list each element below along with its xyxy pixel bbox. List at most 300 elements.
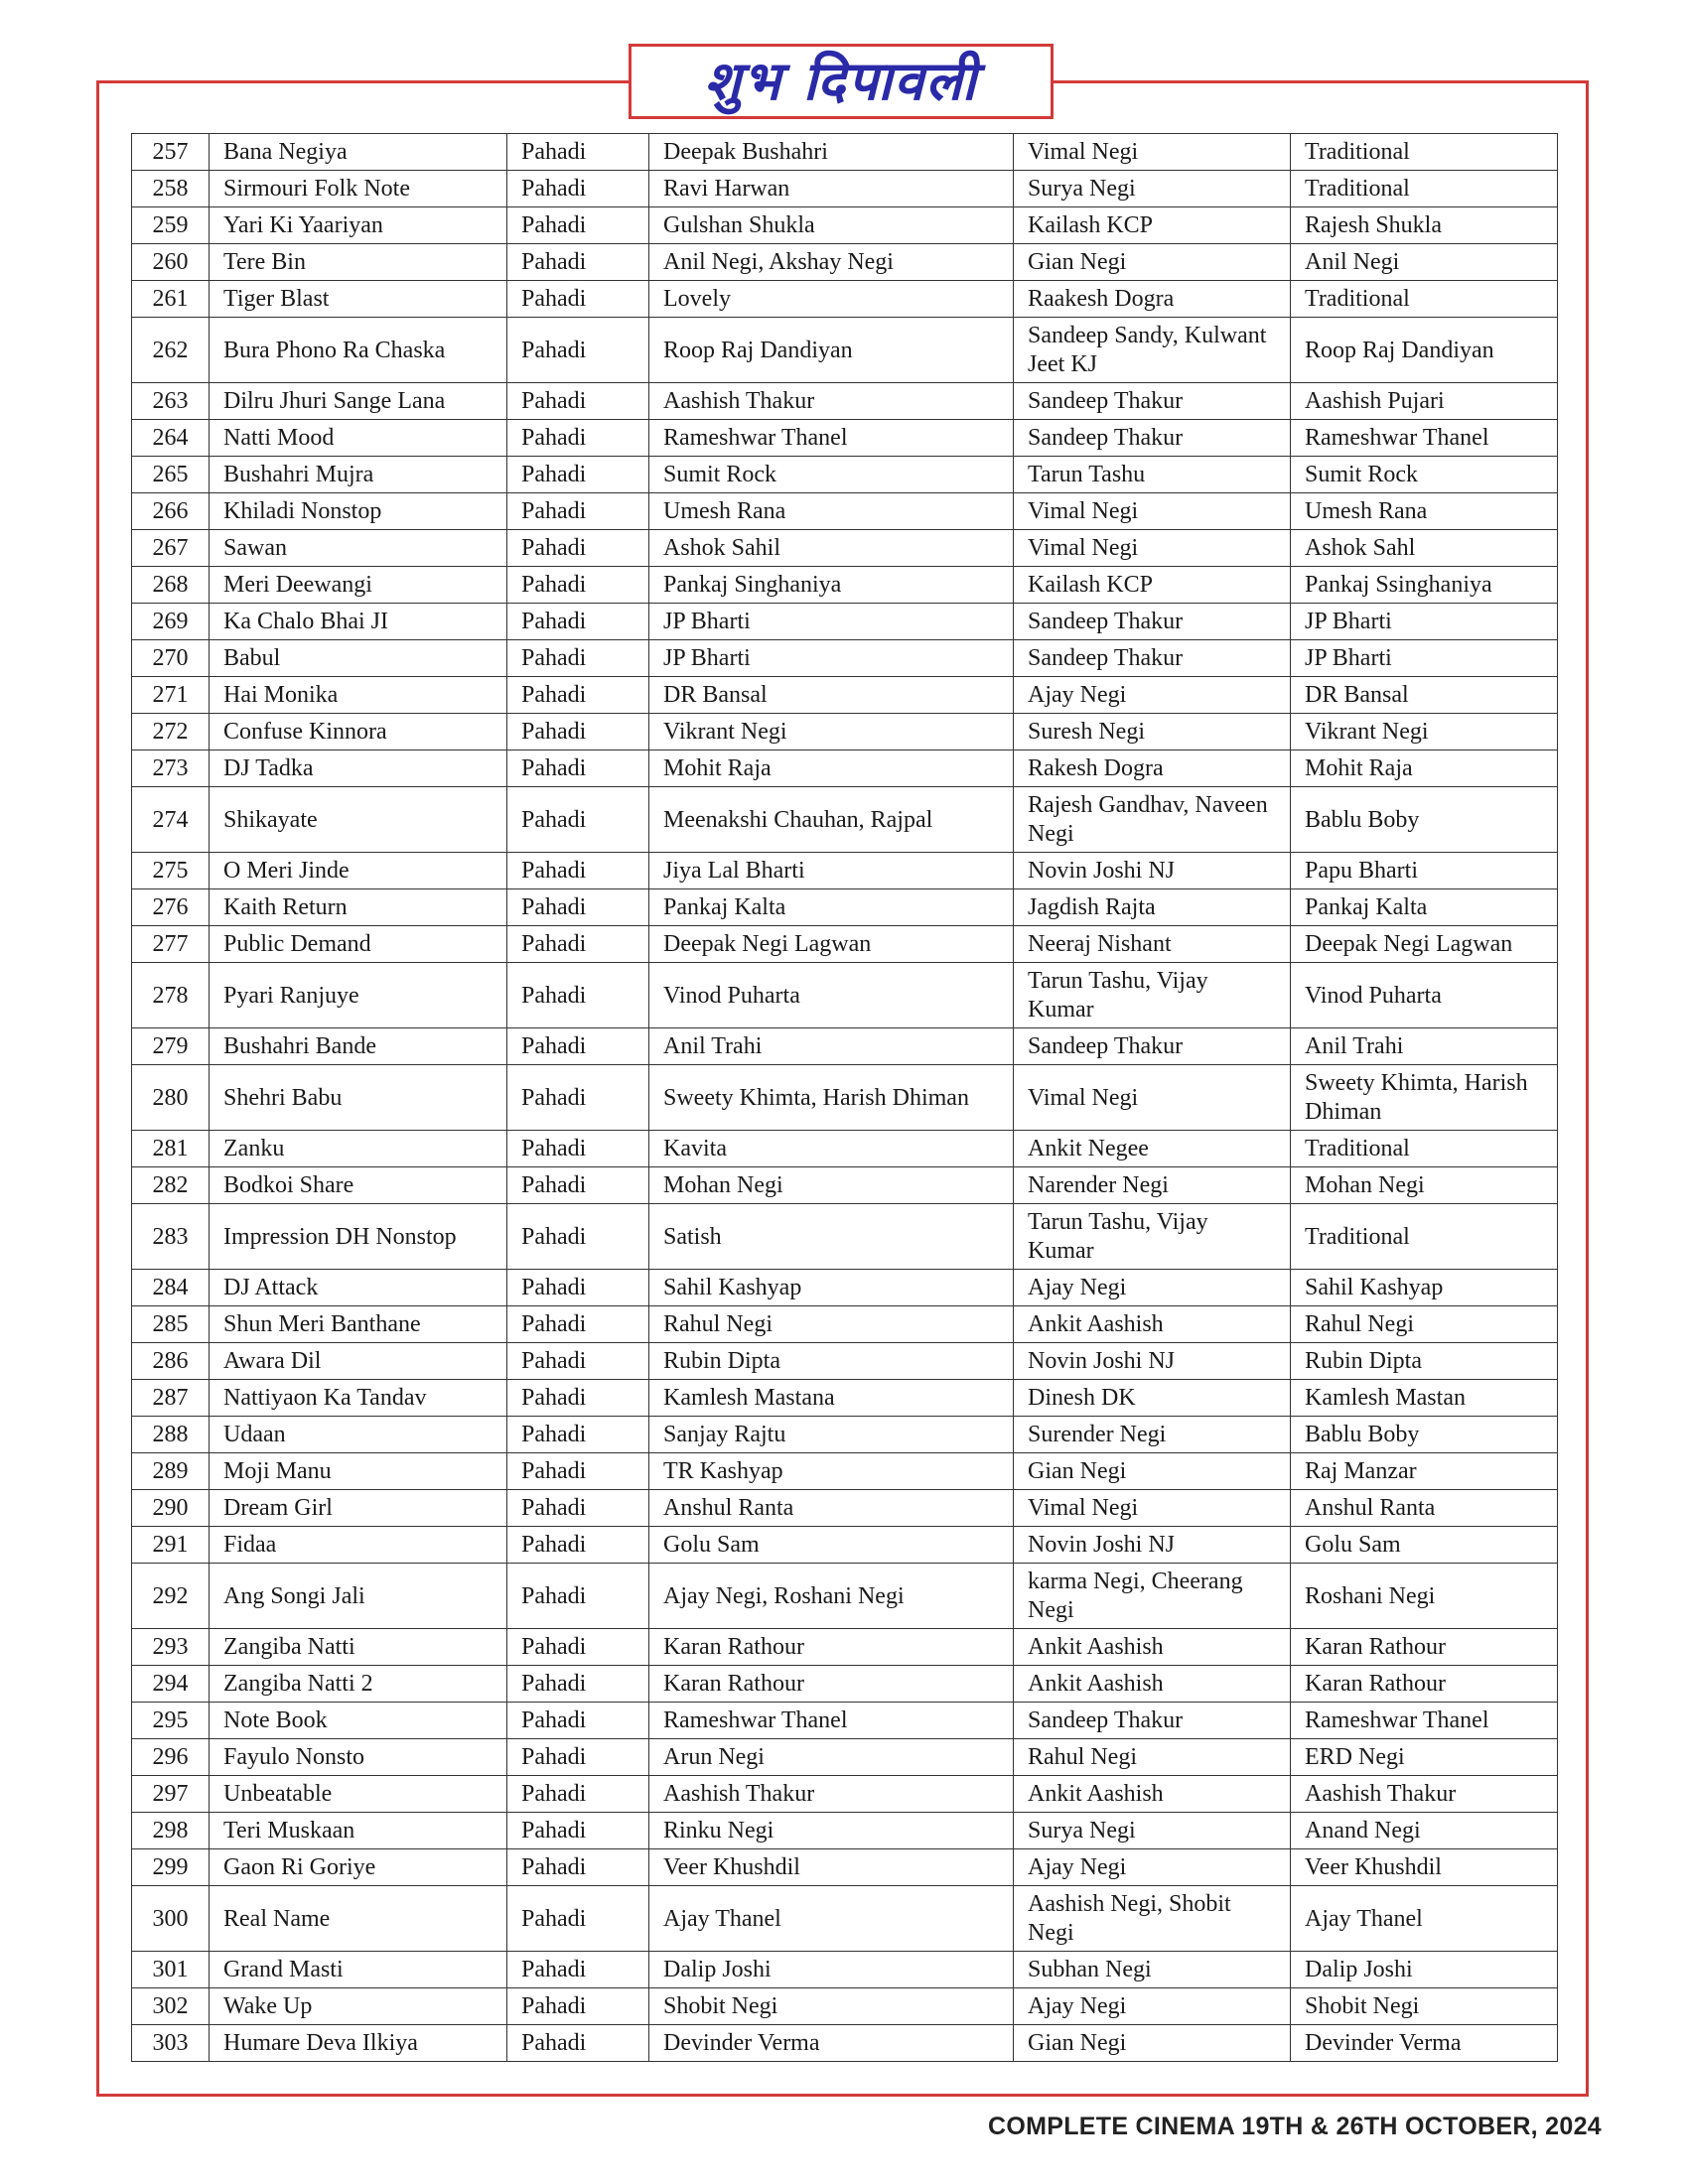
language-cell: Pahadi	[507, 383, 649, 420]
row-number-cell: 297	[132, 1776, 210, 1813]
language-cell: Pahadi	[507, 1131, 649, 1167]
singer-cell: Anil Trahi	[649, 1028, 1014, 1065]
music-cell: Neeraj Nishant	[1014, 926, 1291, 963]
singer-cell: Deepak Negi Lagwan	[649, 926, 1014, 963]
language-cell: Pahadi	[507, 134, 649, 171]
singer-cell: Rameshwar Thanel	[649, 1703, 1014, 1739]
table-row	[132, 457, 1558, 493]
language-cell: Pahadi	[507, 1629, 649, 1666]
row-number-cell: 268	[132, 567, 210, 604]
singer-cell: Ashok Sahil	[649, 530, 1014, 567]
music-cell: Sandeep Thakur	[1014, 420, 1291, 457]
music-cell: Vimal Negi	[1014, 134, 1291, 171]
row-number-cell: 294	[132, 1666, 210, 1703]
singer-cell: Ajay Thanel	[649, 1886, 1014, 1952]
song-title-cell: Moji Manu	[210, 1453, 507, 1490]
table-row	[132, 567, 1558, 604]
row-number-cell: 276	[132, 889, 210, 926]
language-cell: Pahadi	[507, 889, 649, 926]
lyrics-cell: Rameshwar Thanel	[1291, 420, 1558, 457]
row-number-cell: 303	[132, 2025, 210, 2062]
music-cell: Tarun Tashu	[1014, 457, 1291, 493]
row-number-cell: 296	[132, 1739, 210, 1776]
language-cell: Pahadi	[507, 1380, 649, 1417]
lyrics-cell: Vinod Puharta	[1291, 963, 1558, 1028]
singer-cell: Sahil Kashyap	[649, 1270, 1014, 1306]
table-row	[132, 853, 1558, 889]
language-cell: Pahadi	[507, 1167, 649, 1204]
table-row	[132, 171, 1558, 207]
singer-cell: Veer Khushdil	[649, 1849, 1014, 1886]
music-cell: Ajay Negi	[1014, 677, 1291, 714]
song-title-cell: Nattiyaon Ka Tandav	[210, 1380, 507, 1417]
row-number-cell: 286	[132, 1343, 210, 1380]
lyrics-cell: Bablu Boby	[1291, 1417, 1558, 1453]
lyrics-cell: Ashok Sahl	[1291, 530, 1558, 567]
table-row	[132, 1739, 1558, 1776]
row-number-cell: 264	[132, 420, 210, 457]
row-number-cell: 293	[132, 1629, 210, 1666]
lyrics-cell: Rubin Dipta	[1291, 1343, 1558, 1380]
table-row	[132, 383, 1558, 420]
song-title-cell: Impression DH Nonstop	[210, 1204, 507, 1270]
singer-cell: Gulshan Shukla	[649, 207, 1014, 244]
song-title-cell: Shikayate	[210, 787, 507, 853]
table-row	[132, 604, 1558, 640]
table-row	[132, 420, 1558, 457]
song-title-cell: Real Name	[210, 1886, 507, 1952]
lyrics-cell: Anil Trahi	[1291, 1028, 1558, 1065]
lyrics-cell: Sahil Kashyap	[1291, 1270, 1558, 1306]
row-number-cell: 280	[132, 1065, 210, 1131]
music-cell: Gian Negi	[1014, 244, 1291, 281]
music-cell: Rakesh Dogra	[1014, 751, 1291, 787]
language-cell: Pahadi	[507, 1952, 649, 1988]
singer-cell: Shobit Negi	[649, 1988, 1014, 2025]
row-number-cell: 271	[132, 677, 210, 714]
song-title-cell: Zanku	[210, 1131, 507, 1167]
language-cell: Pahadi	[507, 714, 649, 751]
row-number-cell: 267	[132, 530, 210, 567]
table-row	[132, 926, 1558, 963]
song-title-cell: Awara Dil	[210, 1343, 507, 1380]
music-cell: Novin Joshi NJ	[1014, 853, 1291, 889]
music-cell: Tarun Tashu, Vijay Kumar	[1014, 1204, 1291, 1270]
row-number-cell: 262	[132, 318, 210, 383]
singer-cell: Rahul Negi	[649, 1306, 1014, 1343]
music-cell: karma Negi, Cheerang Negi	[1014, 1564, 1291, 1629]
singer-cell: Aashish Thakur	[649, 383, 1014, 420]
table-row	[132, 1306, 1558, 1343]
song-title-cell: Sirmouri Folk Note	[210, 171, 507, 207]
row-number-cell: 287	[132, 1380, 210, 1417]
song-title-cell: Wake Up	[210, 1988, 507, 2025]
song-title-cell: Tiger Blast	[210, 281, 507, 318]
song-title-cell: Bura Phono Ra Chaska	[210, 318, 507, 383]
music-cell: Surya Negi	[1014, 171, 1291, 207]
song-title-cell: Public Demand	[210, 926, 507, 963]
language-cell: Pahadi	[507, 853, 649, 889]
table-row	[132, 1564, 1558, 1629]
language-cell: Pahadi	[507, 530, 649, 567]
lyrics-cell: Deepak Negi Lagwan	[1291, 926, 1558, 963]
row-number-cell: 283	[132, 1204, 210, 1270]
row-number-cell: 266	[132, 493, 210, 530]
singer-cell: DR Bansal	[649, 677, 1014, 714]
row-number-cell: 281	[132, 1131, 210, 1167]
singer-cell: Rubin Dipta	[649, 1343, 1014, 1380]
lyrics-cell: Traditional	[1291, 1204, 1558, 1270]
song-title-cell: O Meri Jinde	[210, 853, 507, 889]
row-number-cell: 259	[132, 207, 210, 244]
song-title-cell: Tere Bin	[210, 244, 507, 281]
lyrics-cell: Bablu Boby	[1291, 787, 1558, 853]
table-row	[132, 1849, 1558, 1886]
lyrics-cell: Rahul Negi	[1291, 1306, 1558, 1343]
row-number-cell: 279	[132, 1028, 210, 1065]
row-number-cell: 263	[132, 383, 210, 420]
lyrics-cell: Pankaj Ssinghaniya	[1291, 567, 1558, 604]
table-row	[132, 1131, 1558, 1167]
singer-cell: Meenakshi Chauhan, Rajpal	[649, 787, 1014, 853]
language-cell: Pahadi	[507, 281, 649, 318]
language-cell: Pahadi	[507, 1988, 649, 2025]
song-title-cell: DJ Attack	[210, 1270, 507, 1306]
language-cell: Pahadi	[507, 1306, 649, 1343]
table-row	[132, 1776, 1558, 1813]
music-cell: Suresh Negi	[1014, 714, 1291, 751]
lyrics-cell: Rameshwar Thanel	[1291, 1703, 1558, 1739]
song-title-cell: Dream Girl	[210, 1490, 507, 1527]
table-row	[132, 1028, 1558, 1065]
song-title-cell: Bana Negiya	[210, 134, 507, 171]
row-number-cell: 272	[132, 714, 210, 751]
table-row	[132, 1666, 1558, 1703]
language-cell: Pahadi	[507, 1739, 649, 1776]
language-cell: Pahadi	[507, 567, 649, 604]
music-cell: Kailash KCP	[1014, 207, 1291, 244]
lyrics-cell: Traditional	[1291, 134, 1558, 171]
row-number-cell: 258	[132, 171, 210, 207]
music-cell: Raakesh Dogra	[1014, 281, 1291, 318]
music-cell: Gian Negi	[1014, 1453, 1291, 1490]
lyrics-cell: Vikrant Negi	[1291, 714, 1558, 751]
row-number-cell: 265	[132, 457, 210, 493]
table-row	[132, 1813, 1558, 1849]
singer-cell: Sanjay Rajtu	[649, 1417, 1014, 1453]
table-row	[132, 1629, 1558, 1666]
language-cell: Pahadi	[507, 1065, 649, 1131]
song-title-cell: Note Book	[210, 1703, 507, 1739]
lyrics-cell: Traditional	[1291, 171, 1558, 207]
music-cell: Vimal Negi	[1014, 1065, 1291, 1131]
music-cell: Sandeep Sandy, Kulwant Jeet KJ	[1014, 318, 1291, 383]
singer-cell: JP Bharti	[649, 604, 1014, 640]
table-row	[132, 677, 1558, 714]
music-cell: Ankit Aashish	[1014, 1629, 1291, 1666]
song-table	[131, 133, 1558, 2062]
row-number-cell: 270	[132, 640, 210, 677]
row-number-cell: 299	[132, 1849, 210, 1886]
singer-cell: Deepak Bushahri	[649, 134, 1014, 171]
language-cell: Pahadi	[507, 171, 649, 207]
table-row	[132, 530, 1558, 567]
language-cell: Pahadi	[507, 1490, 649, 1527]
music-cell: Vimal Negi	[1014, 530, 1291, 567]
row-number-cell: 282	[132, 1167, 210, 1204]
music-cell: Narender Negi	[1014, 1167, 1291, 1204]
singer-cell: Pankaj Kalta	[649, 889, 1014, 926]
lyrics-cell: Veer Khushdil	[1291, 1849, 1558, 1886]
lyrics-cell: Kamlesh Mastan	[1291, 1380, 1558, 1417]
lyrics-cell: Ajay Thanel	[1291, 1886, 1558, 1952]
header-banner	[629, 44, 1054, 119]
singer-cell: Jiya Lal Bharti	[649, 853, 1014, 889]
music-cell: Novin Joshi NJ	[1014, 1343, 1291, 1380]
language-cell: Pahadi	[507, 1886, 649, 1952]
singer-cell: Devinder Verma	[649, 2025, 1014, 2062]
row-number-cell: 291	[132, 1527, 210, 1564]
singer-cell: Roop Raj Dandiyan	[649, 318, 1014, 383]
song-title-cell: Gaon Ri Goriye	[210, 1849, 507, 1886]
singer-cell: Vikrant Negi	[649, 714, 1014, 751]
singer-cell: Satish	[649, 1204, 1014, 1270]
singer-cell: Mohan Negi	[649, 1167, 1014, 1204]
song-title-cell: Fidaa	[210, 1527, 507, 1564]
music-cell: Vimal Negi	[1014, 1490, 1291, 1527]
language-cell: Pahadi	[507, 1417, 649, 1453]
music-cell: Ankit Aashish	[1014, 1776, 1291, 1813]
song-title-cell: Udaan	[210, 1417, 507, 1453]
song-title-cell: Yari Ki Yaariyan	[210, 207, 507, 244]
lyrics-cell: Pankaj Kalta	[1291, 889, 1558, 926]
row-number-cell: 269	[132, 604, 210, 640]
music-cell: Gian Negi	[1014, 2025, 1291, 2062]
language-cell: Pahadi	[507, 1776, 649, 1813]
table-body	[132, 134, 1558, 2062]
language-cell: Pahadi	[507, 1703, 649, 1739]
singer-cell: Aashish Thakur	[649, 1776, 1014, 1813]
singer-cell: JP Bharti	[649, 640, 1014, 677]
language-cell: Pahadi	[507, 1028, 649, 1065]
singer-cell: Vinod Puharta	[649, 963, 1014, 1028]
music-cell: Dinesh DK	[1014, 1380, 1291, 1417]
table-row	[132, 1343, 1558, 1380]
row-number-cell: 273	[132, 751, 210, 787]
lyrics-cell: JP Bharti	[1291, 604, 1558, 640]
row-number-cell: 295	[132, 1703, 210, 1739]
song-title-cell: Bodkoi Share	[210, 1167, 507, 1204]
lyrics-cell: Dalip Joshi	[1291, 1952, 1558, 1988]
song-title-cell: Zangiba Natti 2	[210, 1666, 507, 1703]
table-row	[132, 1167, 1558, 1204]
lyrics-cell: Umesh Rana	[1291, 493, 1558, 530]
table-row	[132, 889, 1558, 926]
singer-cell: Anshul Ranta	[649, 1490, 1014, 1527]
singer-cell: Umesh Rana	[649, 493, 1014, 530]
song-title-cell: Bushahri Bande	[210, 1028, 507, 1065]
table-row	[132, 714, 1558, 751]
row-number-cell: 298	[132, 1813, 210, 1849]
lyrics-cell: Roop Raj Dandiyan	[1291, 318, 1558, 383]
music-cell: Sandeep Thakur	[1014, 1703, 1291, 1739]
song-title-cell: Shehri Babu	[210, 1065, 507, 1131]
song-title-cell: Bushahri Mujra	[210, 457, 507, 493]
singer-cell: Golu Sam	[649, 1527, 1014, 1564]
row-number-cell: 301	[132, 1952, 210, 1988]
music-cell: Ankit Aashish	[1014, 1666, 1291, 1703]
lyrics-cell: ERD Negi	[1291, 1739, 1558, 1776]
language-cell: Pahadi	[507, 1564, 649, 1629]
language-cell: Pahadi	[507, 244, 649, 281]
table-row	[132, 281, 1558, 318]
table-row	[132, 244, 1558, 281]
table-row	[132, 134, 1558, 171]
language-cell: Pahadi	[507, 1666, 649, 1703]
row-number-cell: 288	[132, 1417, 210, 1453]
song-title-cell: Sawan	[210, 530, 507, 567]
lyrics-cell: Karan Rathour	[1291, 1629, 1558, 1666]
row-number-cell: 289	[132, 1453, 210, 1490]
table-row	[132, 1952, 1558, 1988]
song-title-cell: Unbeatable	[210, 1776, 507, 1813]
song-title-cell: Kaith Return	[210, 889, 507, 926]
language-cell: Pahadi	[507, 457, 649, 493]
footer-text: COMPLETE CINEMA 19TH & 26TH OCTOBER, 2024	[988, 2113, 1602, 2140]
song-title-cell: Confuse Kinnora	[210, 714, 507, 751]
lyrics-cell: Mohit Raja	[1291, 751, 1558, 787]
song-title-cell: Meri Deewangi	[210, 567, 507, 604]
singer-cell: Dalip Joshi	[649, 1952, 1014, 1988]
song-title-cell: Natti Mood	[210, 420, 507, 457]
language-cell: Pahadi	[507, 493, 649, 530]
lyrics-cell: Golu Sam	[1291, 1527, 1558, 1564]
music-cell: Kailash KCP	[1014, 567, 1291, 604]
singer-cell: Arun Negi	[649, 1739, 1014, 1776]
lyrics-cell: Traditional	[1291, 1131, 1558, 1167]
row-number-cell: 260	[132, 244, 210, 281]
lyrics-cell: JP Bharti	[1291, 640, 1558, 677]
music-cell: Surender Negi	[1014, 1417, 1291, 1453]
language-cell: Pahadi	[507, 1527, 649, 1564]
singer-cell: Ravi Harwan	[649, 171, 1014, 207]
music-cell: Ajay Negi	[1014, 1270, 1291, 1306]
song-title-cell: DJ Tadka	[210, 751, 507, 787]
song-title-cell: Babul	[210, 640, 507, 677]
song-title-cell: Grand Masti	[210, 1952, 507, 1988]
table-row	[132, 1417, 1558, 1453]
singer-cell: Sumit Rock	[649, 457, 1014, 493]
lyrics-cell: Shobit Negi	[1291, 1988, 1558, 2025]
table-row	[132, 1270, 1558, 1306]
lyrics-cell: Raj Manzar	[1291, 1453, 1558, 1490]
row-number-cell: 257	[132, 134, 210, 171]
row-number-cell: 277	[132, 926, 210, 963]
music-cell: Ajay Negi	[1014, 1988, 1291, 2025]
music-cell: Rahul Negi	[1014, 1739, 1291, 1776]
language-cell: Pahadi	[507, 318, 649, 383]
table-row	[132, 1380, 1558, 1417]
table-row	[132, 318, 1558, 383]
singer-cell: Pankaj Singhaniya	[649, 567, 1014, 604]
singer-cell: Sweety Khimta, Harish Dhiman	[649, 1065, 1014, 1131]
row-number-cell: 300	[132, 1886, 210, 1952]
language-cell: Pahadi	[507, 1849, 649, 1886]
table-row	[132, 1886, 1558, 1952]
music-cell: Rajesh Gandhav, Naveen Negi	[1014, 787, 1291, 853]
singer-cell: Mohit Raja	[649, 751, 1014, 787]
row-number-cell: 290	[132, 1490, 210, 1527]
language-cell: Pahadi	[507, 1343, 649, 1380]
song-title-cell: Khiladi Nonstop	[210, 493, 507, 530]
lyrics-cell: Aashish Pujari	[1291, 383, 1558, 420]
singer-cell: Karan Rathour	[649, 1629, 1014, 1666]
language-cell: Pahadi	[507, 677, 649, 714]
page-title: शुभ दिपावली	[704, 50, 978, 112]
language-cell: Pahadi	[507, 963, 649, 1028]
singer-cell: Karan Rathour	[649, 1666, 1014, 1703]
song-title-cell: Ka Chalo Bhai JI	[210, 604, 507, 640]
lyrics-cell: Karan Rathour	[1291, 1666, 1558, 1703]
music-cell: Jagdish Rajta	[1014, 889, 1291, 926]
song-title-cell: Shun Meri Banthane	[210, 1306, 507, 1343]
lyrics-cell: Rajesh Shukla	[1291, 207, 1558, 244]
language-cell: Pahadi	[507, 751, 649, 787]
table-row	[132, 1703, 1558, 1739]
lyrics-cell: Anshul Ranta	[1291, 1490, 1558, 1527]
lyrics-cell: Mohan Negi	[1291, 1167, 1558, 1204]
table-row	[132, 1065, 1558, 1131]
music-cell: Sandeep Thakur	[1014, 383, 1291, 420]
music-cell: Vimal Negi	[1014, 493, 1291, 530]
row-number-cell: 261	[132, 281, 210, 318]
singer-cell: Kavita	[649, 1131, 1014, 1167]
music-cell: Sandeep Thakur	[1014, 640, 1291, 677]
table-row	[132, 1490, 1558, 1527]
table-row	[132, 1527, 1558, 1564]
music-cell: Ajay Negi	[1014, 1849, 1291, 1886]
row-number-cell: 302	[132, 1988, 210, 2025]
language-cell: Pahadi	[507, 1813, 649, 1849]
row-number-cell: 274	[132, 787, 210, 853]
song-title-cell: Fayulo Nonsto	[210, 1739, 507, 1776]
language-cell: Pahadi	[507, 604, 649, 640]
table-row	[132, 207, 1558, 244]
song-title-cell: Humare Deva Ilkiya	[210, 2025, 507, 2062]
music-cell: Sandeep Thakur	[1014, 1028, 1291, 1065]
lyrics-cell: Aashish Thakur	[1291, 1776, 1558, 1813]
language-cell: Pahadi	[507, 1453, 649, 1490]
language-cell: Pahadi	[507, 2025, 649, 2062]
song-title-cell: Pyari Ranjuye	[210, 963, 507, 1028]
song-title-cell: Zangiba Natti	[210, 1629, 507, 1666]
singer-cell: Rameshwar Thanel	[649, 420, 1014, 457]
lyrics-cell: Sweety Khimta, Harish Dhiman	[1291, 1065, 1558, 1131]
music-cell: Aashish Negi, Shobit Negi	[1014, 1886, 1291, 1952]
row-number-cell: 275	[132, 853, 210, 889]
lyrics-cell: Papu Bharti	[1291, 853, 1558, 889]
lyrics-cell: DR Bansal	[1291, 677, 1558, 714]
table-row	[132, 2025, 1558, 2062]
music-cell: Surya Negi	[1014, 1813, 1291, 1849]
lyrics-cell: Anil Negi	[1291, 244, 1558, 281]
lyrics-cell: Devinder Verma	[1291, 2025, 1558, 2062]
music-cell: Novin Joshi NJ	[1014, 1527, 1291, 1564]
table-row	[132, 1988, 1558, 2025]
music-cell: Subhan Negi	[1014, 1952, 1291, 1988]
table-row	[132, 751, 1558, 787]
table-row	[132, 1453, 1558, 1490]
